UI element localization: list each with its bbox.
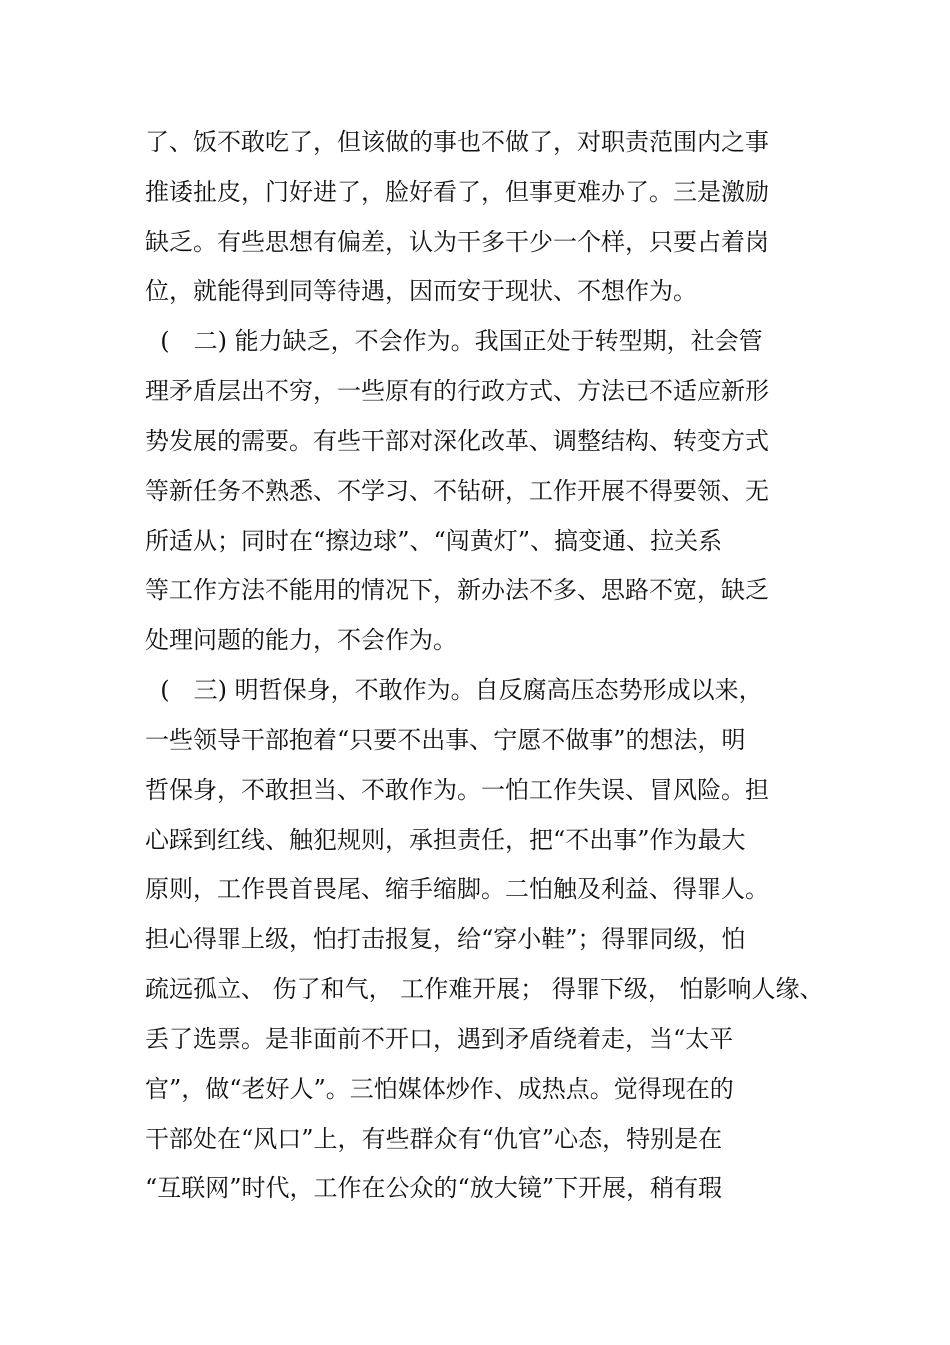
- text-line: 了、饭不敢吃了，但该做的事也不做了，对职责范围内之事: [145, 128, 769, 156]
- text-line: 心踩到红线、触犯规则，承担责任，把“不出事”作为最大: [145, 826, 746, 854]
- text-line: 疏远孤立、 伤了和气， 工作难开展； 得罪下级， 怕影响人缘、: [145, 975, 824, 1003]
- text-line: 势发展的需要。有些干部对深化改革、调整结构、转变方式: [145, 427, 769, 455]
- text-line: 理矛盾层出不穷，一些原有的行政方式、方法已不适应新形: [145, 377, 769, 405]
- text-line: 缺乏。有些思想有偏差，认为干多干少一个样，只要占着岗: [145, 228, 769, 256]
- text-line: 一些领导干部抱着“只要不出事、宁愿不做事”的想法，明: [145, 726, 746, 754]
- text-line: 所适从；同时在“擦边球”、“闯黄灯”、搞变通、拉关系: [145, 527, 723, 555]
- text-line: 等新任务不熟悉、不学习、不钻研，工作开展不得要领、无: [145, 477, 769, 505]
- text-line: 处理问题的能力，不会作为。: [145, 626, 457, 654]
- text-line: 位，就能得到同等待遇，因而安于现状、不想作为。: [145, 277, 697, 305]
- paragraph-heading-three: ( 三) 明哲保身，不敢作为。自反腐高压态势形成以来，: [145, 676, 763, 704]
- text-line: 等工作方法不能用的情况下，新办法不多、思路不宽，缺乏: [145, 576, 769, 604]
- text-line: 原则，工作畏首畏尾、缩手缩脚。二怕触及利益、得罪人。: [145, 875, 769, 903]
- text-line: 干部处在“风口”上，有些群众有“仇官”心态，特别是在: [145, 1125, 723, 1153]
- text-line: “互联网”时代，工作在公众的“放大镜”下开展，稍有瑕: [145, 1174, 723, 1202]
- text-line: 官”，做“老好人”。三怕媒体炒作、成热点。觉得现在的: [145, 1075, 734, 1103]
- text-line: 丢了选票。是非面前不开口，遇到矛盾绕着走，当“太平: [145, 1025, 734, 1053]
- text-line: 哲保身，不敢担当、不敢作为。一怕工作失误、冒风险。担: [145, 776, 769, 804]
- paragraph-heading-two: ( 二) 能力缺乏，不会作为。我国正处于转型期，社会管: [145, 327, 763, 355]
- text-line: 担心得罪上级，怕打击报复，给“穿小鞋”；得罪同级，怕: [145, 925, 746, 953]
- text-line: 推诿扯皮，门好进了，脸好看了，但事更难办了。三是激励: [145, 178, 769, 206]
